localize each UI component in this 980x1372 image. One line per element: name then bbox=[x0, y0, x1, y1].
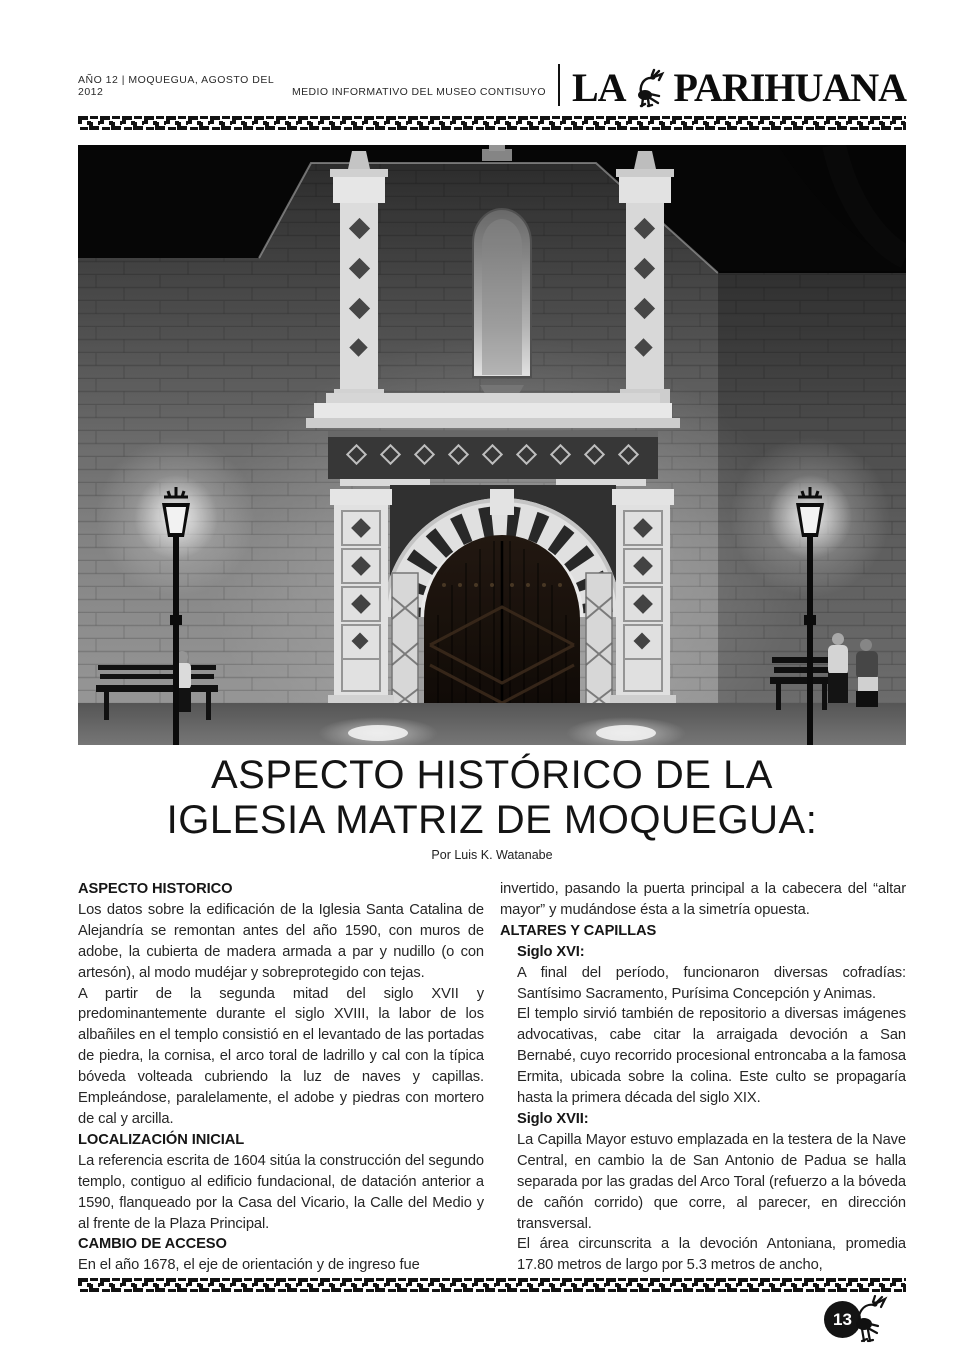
article-paragraph: A final del período, funcionaron diversas cofradías: Santísimo Sacramento, Purísima Concepción y Animas. bbox=[517, 964, 906, 1002]
article-title-line2: IGLESIA MATRIZ DE MOQUEGUA: bbox=[166, 798, 818, 842]
newsletter-tagline: MEDIO INFORMATIVO DEL MUSEO CONTISUYO bbox=[291, 86, 546, 98]
byline: Por Luis K. Watanabe bbox=[431, 848, 553, 862]
church-facade-photo bbox=[78, 145, 906, 745]
masthead-title bbox=[571, 65, 906, 110]
page-number: 13 bbox=[824, 1301, 861, 1338]
left-column bbox=[78, 879, 484, 1276]
masthead-group bbox=[291, 64, 906, 110]
parihuana-bird-icon bbox=[630, 68, 670, 108]
sub-section-heading: Siglo XVII: bbox=[517, 1110, 589, 1127]
page-header bbox=[78, 60, 906, 110]
andean-fret-border-top bbox=[78, 114, 906, 132]
article-paragraph: invertido, pasando la puerta principal a la cabecera del “altar mayor” y mudándose ésta a la simetría opuesta. bbox=[500, 881, 906, 918]
section-heading: LOCALIZACIÓN INICIAL bbox=[78, 1131, 245, 1148]
section-heading: ASPECTO HISTORICO bbox=[78, 881, 233, 897]
masthead-word-la: LA bbox=[571, 65, 626, 110]
andean-fret-border-bottom bbox=[78, 1276, 906, 1294]
sub-section-heading: Siglo XVI: bbox=[517, 943, 585, 960]
article-paragraph: En el año 1678, el eje de orientación y de ingreso fue bbox=[78, 1257, 420, 1274]
article-paragraph: La Capilla Mayor estuvo emplazada en la testera de la Nave Central, en cambio la de San Antonio de Padua se halla separada por las gradas del Arco Toral (refuerzo a la bóveda de cañón corrido) que corre, al parecer, en dirección transversal. bbox=[517, 1131, 906, 1232]
article-paragraph: Los datos sobre la edificación de la Iglesia Santa Catalina de Alejandría se remontan antes del año 1590, con muros de adobe, la cubierta de madera armada a par y nudillo (o con artesón), al modo mudéjar y sobreprotegido con tejas. bbox=[78, 901, 484, 981]
article-paragraph: La referencia escrita de 1604 sitúa la construcción del segundo templo, contiguo al edificio fundacional, de datación anterior a 1590, flanqueado por la Casa del Vicario, la Calle del Medio y al frente de la Plaza Principal. bbox=[78, 1152, 484, 1232]
section-heading: ALTARES Y CAPILLAS bbox=[500, 922, 657, 939]
right-column bbox=[500, 879, 906, 1276]
article-paragraph: El área circunscrita a la devoción Antoniana, promedia 17.80 metros de largo por 5.3 metros de ancho, bbox=[517, 1236, 906, 1274]
article-body bbox=[78, 879, 906, 1276]
section-heading: CAMBIO DE ACCESO bbox=[78, 1236, 227, 1253]
article-title bbox=[78, 753, 906, 843]
article-paragraph: El templo sirvió también de repositorio a diversas imágenes advocativas, cabe citar la arraigada devoción a San Bernabé, cuyo recorrido procesional entroncaba a la famosa Ermita, ubicada sobre la colina. Este culto se propagaría hasta la primera década del siglo XIX. bbox=[517, 1006, 906, 1107]
page-footer bbox=[78, 1276, 906, 1351]
page-number-badge bbox=[824, 1295, 898, 1351]
parihuana-bird-icon bbox=[852, 1295, 896, 1351]
article-paragraph: A partir de la segunda mitad del siglo XVII y predominantemente durante el siglo XVIII, la labor de los albañiles en el templo consistió en el levantado de las portadas de piedra, la cornisa, el arco toral de ladrillo y cal con la típica bóveda volteada cubriendo la luz de naves y capillas. Empleándose, paralelamente, el adobe y piedras con mortero de cal y arcilla. bbox=[78, 985, 484, 1127]
issue-info: AÑO 12 | MOQUEGUA, AGOSTO DEL 2012 bbox=[78, 74, 274, 98]
masthead-divider bbox=[558, 64, 560, 106]
masthead-word-parihuana: PARIHUANA bbox=[673, 65, 906, 110]
article-title-line1: ASPECTO HISTÓRICO DE LA bbox=[211, 753, 773, 797]
